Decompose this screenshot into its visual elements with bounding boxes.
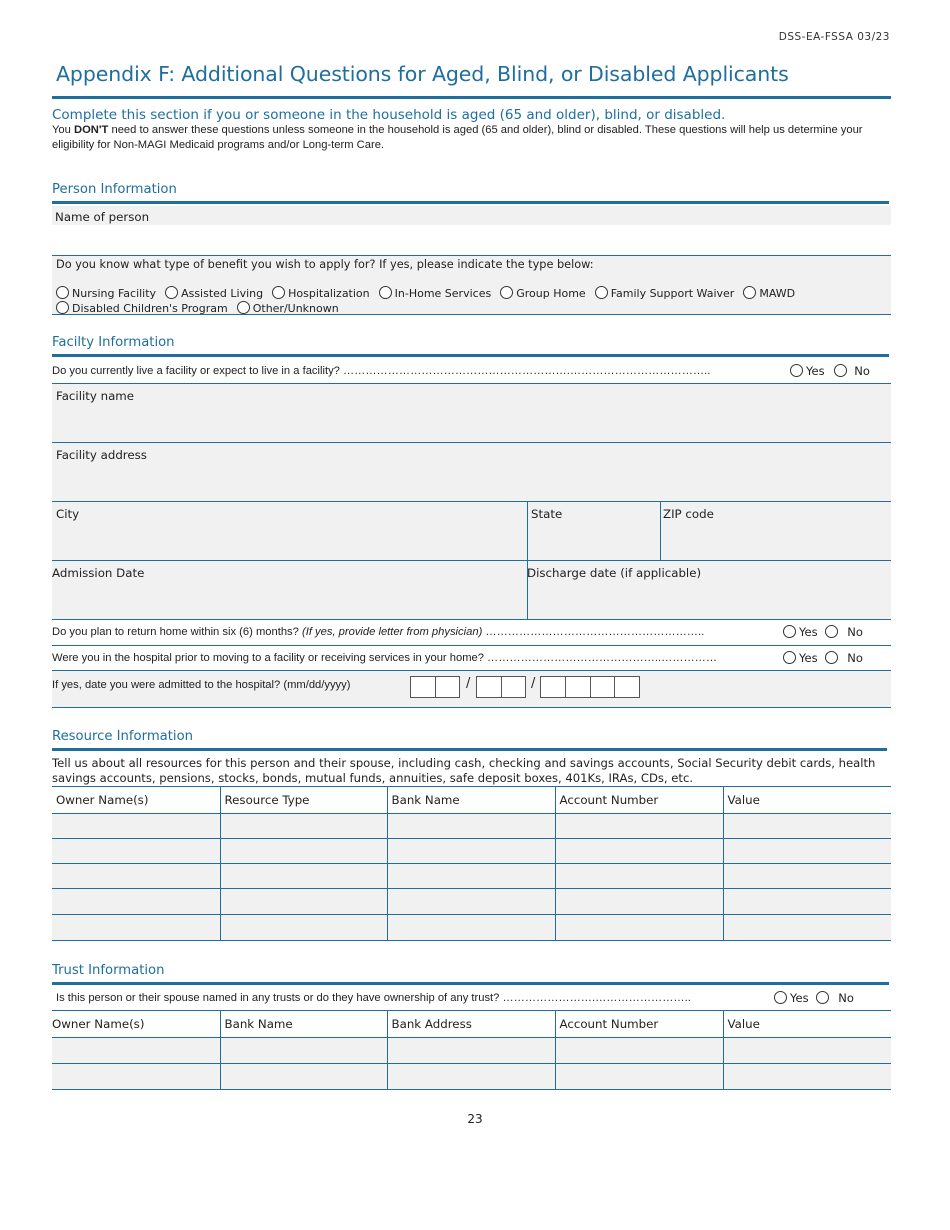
resource-cell[interactable] — [52, 914, 220, 940]
resource-cell[interactable] — [723, 863, 891, 888]
benefit-type-box — [52, 256, 891, 315]
admitted-day-input[interactable] — [476, 676, 526, 698]
trust-yes-radio[interactable] — [774, 991, 787, 1004]
benefit-option-radio[interactable] — [272, 286, 285, 299]
resource-col-type: Resource Type — [220, 787, 387, 813]
benefit-option-label: Other/Unknown — [252, 302, 339, 315]
facility-divider — [52, 354, 889, 357]
benefit-option[interactable] — [56, 286, 156, 300]
table-row — [52, 863, 891, 888]
person-section-title: Person Information — [52, 182, 177, 197]
benefit-option[interactable] — [56, 301, 228, 315]
benefit-option-radio[interactable] — [595, 286, 608, 299]
resource-cell[interactable] — [220, 813, 387, 838]
table-row — [52, 813, 891, 838]
trust-cell[interactable] — [387, 1037, 555, 1063]
resource-col-value: Value — [723, 787, 891, 813]
admitted-month-input[interactable] — [410, 676, 460, 698]
page-number: 23 — [467, 1112, 483, 1126]
resource-cell[interactable] — [387, 914, 555, 940]
benefit-question: Do you know what type of benefit you wish to apply for? If yes, please indicate the type below: — [56, 258, 594, 271]
resource-section-title: Resource Information — [52, 729, 194, 744]
zip-label: ZIP code — [663, 507, 714, 521]
resource-cell[interactable] — [52, 863, 220, 888]
resource-cell[interactable] — [220, 838, 387, 863]
trust-cell[interactable] — [723, 1037, 891, 1063]
benefit-option[interactable] — [379, 286, 492, 300]
live-facility-no-radio[interactable] — [834, 364, 847, 377]
trust-cell[interactable] — [220, 1037, 387, 1063]
live-facility-row — [52, 360, 891, 384]
trust-question: Is this person or their spouse named in any trusts or do they have ownership of any trust? …………………….…………………….. — [56, 992, 691, 1004]
resource-col-account: Account Number — [555, 787, 723, 813]
live-facility-question: Do you currently live a facility or expect to live in a facility? …………………………………………………….……………………………….. — [52, 365, 711, 377]
intro-body-prefix: You — [52, 124, 74, 136]
title-divider — [52, 96, 891, 99]
benefit-option-radio[interactable] — [165, 286, 178, 299]
hospital-prior-yes-radio[interactable] — [783, 651, 796, 664]
resource-divider — [52, 748, 887, 751]
trust-col-owner: Owner Name(s) — [52, 1011, 220, 1037]
resource-cell[interactable] — [723, 813, 891, 838]
table-row — [52, 838, 891, 863]
hospital-prior-answers — [783, 651, 863, 665]
person-divider — [52, 201, 889, 204]
table-row — [52, 888, 891, 914]
state-label: State — [531, 507, 563, 521]
state-zip-divider — [660, 502, 661, 560]
resource-cell[interactable] — [723, 888, 891, 914]
facility-address-field[interactable] — [52, 443, 891, 502]
city-label: City — [56, 507, 80, 521]
resource-cell[interactable] — [555, 914, 723, 940]
name-of-person-input-area[interactable] — [52, 225, 891, 255]
admission-discharge-row — [52, 561, 891, 620]
live-facility-answers — [790, 364, 870, 378]
resource-cell[interactable] — [52, 813, 220, 838]
date-separator-1: / — [466, 676, 471, 691]
return-home-row — [52, 620, 891, 646]
admitted-date-question: If yes, date you were admitted to the hospital? (mm/dd/yyyy) — [52, 679, 351, 691]
table-row — [52, 914, 891, 940]
resource-cell[interactable] — [555, 888, 723, 914]
benefit-option[interactable] — [743, 286, 795, 300]
return-home-dots: ………………………………………………….. — [482, 626, 705, 638]
resource-cell[interactable] — [220, 888, 387, 914]
facility-address-label: Facility address — [56, 448, 147, 462]
benefit-option-radio[interactable] — [379, 286, 392, 299]
form-id: DSS-EA-FSSA 03/23 — [778, 31, 890, 43]
benefit-option-label: Nursing Facility — [72, 287, 157, 300]
trust-cell[interactable] — [220, 1063, 387, 1089]
facility-name-field[interactable] — [52, 384, 891, 443]
facility-section-title: Facilty Information — [52, 335, 175, 350]
return-home-note: (If yes, provide letter from physician) — [301, 626, 483, 638]
table-row — [52, 1037, 891, 1063]
live-facility-no-label: No — [854, 364, 870, 378]
benefit-option-label: Group Home — [516, 287, 586, 300]
resource-cell[interactable] — [723, 914, 891, 940]
benefit-option[interactable] — [500, 286, 585, 300]
resource-cell[interactable] — [52, 888, 220, 914]
page-title: Appendix F: Additional Questions for Aged, Blind, or Disabled Applicants — [56, 62, 789, 86]
table-row — [52, 1063, 891, 1089]
trust-yes-label: Yes — [790, 991, 809, 1005]
admitted-year-input[interactable] — [540, 676, 640, 698]
return-home-yes-label: Yes — [799, 625, 818, 639]
admission-date-label: Admission Date — [52, 566, 145, 580]
trust-col-account: Account Number — [555, 1011, 723, 1037]
hospital-prior-no-label: No — [847, 651, 863, 665]
resource-cell[interactable] — [220, 914, 387, 940]
trust-col-value: Value — [723, 1011, 891, 1037]
resource-cell[interactable] — [555, 813, 723, 838]
trust-cell[interactable] — [52, 1037, 220, 1063]
trust-cell[interactable] — [52, 1063, 220, 1089]
resource-header-row — [52, 787, 891, 813]
resource-table — [52, 787, 891, 941]
live-facility-yes-radio[interactable] — [790, 364, 803, 377]
benefit-option[interactable] — [595, 286, 735, 300]
benefit-option[interactable] — [165, 286, 263, 300]
resource-cell[interactable] — [555, 863, 723, 888]
return-home-yes-radio[interactable] — [783, 625, 796, 638]
trust-answers — [774, 991, 854, 1005]
trust-col-bank: Bank Name — [220, 1011, 387, 1037]
trust-table — [52, 1011, 891, 1090]
intro-body — [52, 123, 892, 153]
facility-name-label: Facility name — [56, 389, 135, 403]
intro-body-suffix: need to answer these questions unless someone in the household is aged (65 and older), blind or disabled. These questions will help us determine your eligibility for Non-MAGI Medicaid programs and/or Long-term Care. — [52, 124, 863, 151]
benefit-option-radio[interactable] — [56, 301, 69, 314]
benefit-option-radio[interactable] — [237, 301, 250, 314]
benefit-option-radio[interactable] — [743, 286, 756, 299]
intro-heading: Complete this section if you or someone in the household is aged (65 and older), blind, or disabled. — [52, 107, 726, 123]
trust-question-row — [52, 987, 891, 1011]
resource-col-bank: Bank Name — [387, 787, 555, 813]
name-of-person-field[interactable] — [52, 206, 891, 256]
resource-cell[interactable] — [723, 838, 891, 863]
discharge-date-label: Discharge date (if applicable) — [527, 566, 702, 580]
live-facility-yes-label: Yes — [806, 364, 825, 378]
trust-header-row — [52, 1011, 891, 1037]
benefit-option-radio[interactable] — [500, 286, 513, 299]
hospital-prior-question: Were you in the hospital prior to moving to a facility or receiving services in your home? ………………………………………..…………… — [52, 652, 718, 664]
hospital-prior-no-radio[interactable] — [825, 651, 838, 664]
admitted-date-row — [52, 671, 891, 708]
resource-description: Tell us about all resources for this person and their spouse, including cash, checking and savings accounts, Social Security debit cards, health savings accounts, pensions, stocks, bonds, mutual funds, annuities, safe deposit boxes, 401Ks, IRAs, CDs, etc. — [52, 756, 876, 785]
city-state-divider — [527, 502, 528, 560]
hospital-prior-yes-label: Yes — [799, 651, 818, 665]
trust-cell[interactable] — [723, 1063, 891, 1089]
trust-cell[interactable] — [387, 1063, 555, 1089]
hospital-prior-row — [52, 646, 891, 671]
resource-cell[interactable] — [387, 813, 555, 838]
date-separator-2: / — [531, 676, 536, 691]
resource-cell[interactable] — [387, 863, 555, 888]
intro-body-emphasis: DON'T — [74, 124, 109, 136]
benefit-options-row2 — [56, 299, 348, 317]
benefit-option-radio[interactable] — [56, 286, 69, 299]
resource-cell[interactable] — [387, 838, 555, 863]
resource-cell[interactable] — [220, 863, 387, 888]
trust-section-title: Trust Information — [52, 963, 165, 978]
benefit-option-label: Family Support Waiver — [610, 287, 735, 300]
return-home-question: Do you plan to return home within six (6) months? — [52, 626, 299, 638]
benefit-option[interactable] — [237, 301, 339, 315]
trust-cell[interactable] — [555, 1063, 723, 1089]
return-home-answers — [783, 625, 863, 639]
resource-cell[interactable] — [555, 838, 723, 863]
trust-col-address: Bank Address — [387, 1011, 555, 1037]
benefit-option-label: Hospitalization — [288, 287, 370, 300]
benefit-option-label: Disabled Children's Program — [72, 302, 228, 315]
benefit-option-label: MAWD — [759, 287, 796, 300]
trust-no-radio[interactable] — [816, 991, 829, 1004]
benefit-option[interactable] — [272, 286, 370, 300]
benefit-option-label: In-Home Services — [394, 287, 492, 300]
name-of-person-label: Name of person — [55, 210, 150, 224]
benefit-option-label: Assisted Living — [181, 287, 264, 300]
trust-cell[interactable] — [555, 1037, 723, 1063]
resource-cell[interactable] — [387, 888, 555, 914]
trust-no-label: No — [838, 991, 854, 1005]
resource-col-owner: Owner Name(s) — [52, 787, 220, 813]
return-home-no-radio[interactable] — [825, 625, 838, 638]
return-home-no-label: No — [847, 625, 863, 639]
city-state-zip-row — [52, 502, 891, 561]
resource-cell[interactable] — [52, 838, 220, 863]
return-home-question-wrap — [52, 626, 780, 638]
trust-divider — [52, 982, 889, 985]
